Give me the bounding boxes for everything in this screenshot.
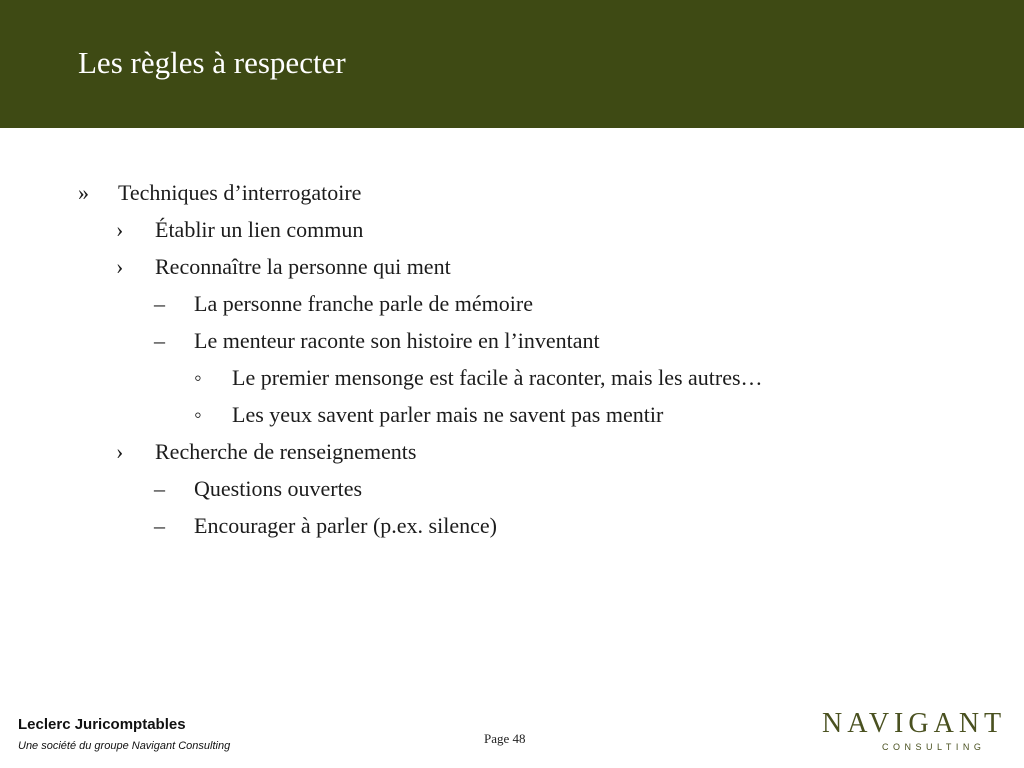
bullet-text: Le menteur raconte son histoire en l’inventant bbox=[194, 328, 600, 353]
logo-tagline: CONSULTING bbox=[882, 742, 986, 752]
logo-wordmark: NAVIGANT bbox=[822, 708, 1007, 739]
bullet-text: Encourager à parler (p.ex. silence) bbox=[194, 513, 497, 538]
footer-subtitle: Une société du groupe Navigant Consulting bbox=[18, 740, 231, 752]
page-number: Page 48 bbox=[484, 731, 526, 746]
slide-title: Les règles à respecter bbox=[78, 45, 346, 80]
bullet-text: Établir un lien commun bbox=[155, 217, 364, 242]
bullet-text: La personne franche parle de mémoire bbox=[194, 291, 533, 316]
footer-company: Leclerc Juricomptables bbox=[18, 716, 186, 733]
bullet-text: Les yeux savent parler mais ne savent pas mentir bbox=[232, 402, 664, 427]
bullet-marker: › bbox=[116, 254, 124, 279]
bullet-marker: ◦ bbox=[194, 402, 202, 427]
bullet-text: Recherche de renseignements bbox=[155, 439, 417, 464]
bullet-marker: – bbox=[154, 291, 165, 316]
bullet-marker: – bbox=[154, 328, 165, 353]
bullet-marker: ◦ bbox=[194, 365, 202, 390]
bullet-marker: – bbox=[154, 513, 165, 538]
bullet-text: Questions ouvertes bbox=[194, 476, 363, 501]
bullet-marker: › bbox=[116, 439, 124, 464]
navigant-logo bbox=[822, 708, 1007, 756]
bullet-marker: » bbox=[78, 180, 89, 205]
bullet-text: Reconnaître la personne qui ment bbox=[155, 254, 451, 279]
bullet-text: Techniques d’interrogatoire bbox=[118, 180, 362, 205]
title-bar bbox=[0, 0, 1024, 128]
bullet-marker: – bbox=[154, 476, 165, 501]
bullet-marker: › bbox=[116, 217, 124, 242]
bullet-text: Le premier mensonge est facile à raconter, mais les autres… bbox=[232, 365, 763, 390]
